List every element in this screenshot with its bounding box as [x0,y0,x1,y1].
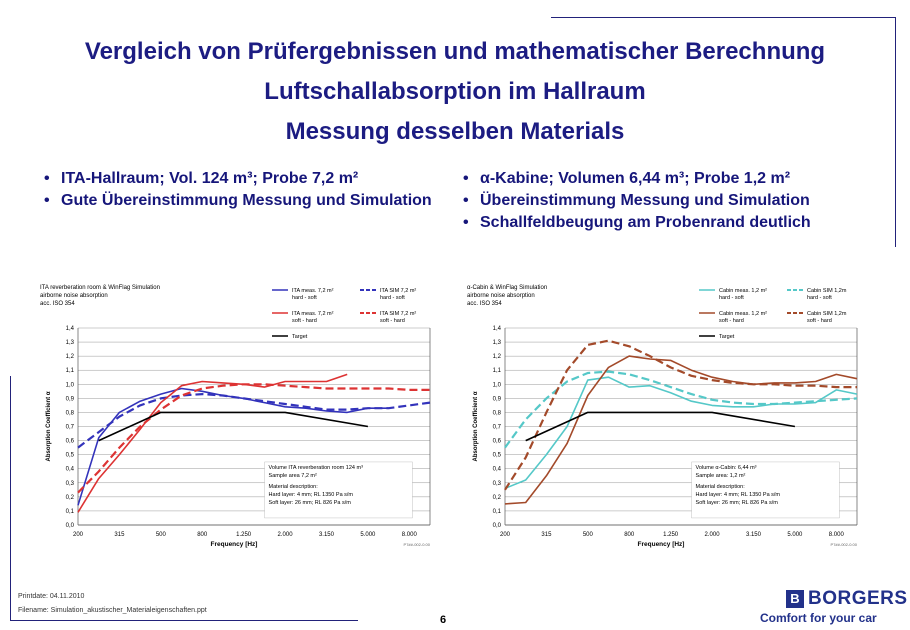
annotation-line: Material description: [695,483,745,490]
y-tick-label: 1,1 [65,368,74,375]
top-frame-line [551,17,896,18]
bullet-list-left [44,168,434,212]
annotation-line: Sample area: 1,2 m² [695,472,746,479]
legend-label: soft - hard [719,318,744,324]
chart-code: P7##-002-0.00 [830,542,857,547]
legend-label: Cabin meas. 1,2 m² [719,311,767,317]
legend-label: Cabin SIM 1,2m [807,288,847,294]
left-frame-line [10,376,11,621]
x-tick-label: 3.150 [745,532,761,538]
tagline: Comfort for your car [760,611,877,625]
chart-title: α-Cabin & WinFlag Simulation [467,285,548,291]
bullet-item: • α-Kabine; Volumen 6,44 m³; Probe 1,2 m² [463,168,883,190]
page-number: 6 [440,614,447,626]
x-tick-label: 2.000 [277,532,293,538]
title-line-3: Messung desselben Materials [285,118,625,145]
annotation-line: Volume ITA reverberation room 124 m³ [268,464,363,471]
file-name: Filename: Simulation_akustischer_Materialeigenschaften.ppt [18,607,207,614]
x-tick-label: 5.000 [360,532,376,538]
legend-label: hard - soft [719,295,744,301]
chart-ita-reverberation-room [38,280,438,555]
legend-label: ITA meas. 7,2 m² [292,288,334,294]
chart-alpha-cabin [465,280,865,555]
y-tick-label: 0,6 [65,438,74,445]
legend-label: hard - soft [807,295,832,301]
y-tick-label: 1,4 [492,326,501,332]
y-tick-label: 0,8 [65,410,74,417]
annotation-line: Soft layer: 26 mm; RL 826 Pa s/m [695,499,778,506]
x-tick-label: 5.000 [787,532,803,538]
x-tick-label: 315 [541,532,552,538]
chart-subtitle: airborne noise absorption [40,293,108,299]
chart-subtitle: acc. ISO 354 [40,301,75,307]
bullet-list-right [463,168,883,234]
y-tick-label: 0,5 [65,452,74,459]
slide-title [0,32,910,152]
bullet-item: • Gute Übereinstimmung Messung und Simulation [44,190,434,212]
y-axis-label: Absorption Coefficient α [473,391,479,462]
bullet-item: • Schallfeldbeugung am Probenrand deutlich [463,212,883,234]
x-tick-label: 800 [197,532,208,538]
bullet-item: • ITA-Hallraum; Vol. 124 m³; Probe 7,2 m² [44,168,434,190]
x-tick-label: 315 [114,532,125,538]
annotation-line: Material description: [268,483,318,490]
y-tick-label: 1,2 [492,354,501,361]
borgers-logo [786,588,908,610]
y-tick-label: 0,1 [65,508,74,515]
chart-subtitle: acc. ISO 354 [467,301,502,307]
borgers-logo-icon: B [786,590,804,608]
x-axis-label: Frequency [Hz] [637,541,685,548]
x-tick-label: 8.000 [828,532,844,538]
x-tick-label: 8.000 [401,532,417,538]
x-tick-label: 2.000 [704,532,720,538]
y-tick-label: 0,4 [492,466,501,473]
x-tick-label: 1.250 [663,532,679,538]
legend-label: ITA SIM 7,2 m² [380,288,417,294]
legend-label: soft - hard [807,318,832,324]
y-tick-label: 0,3 [492,480,501,487]
legend-label: Cabin SIM 1,2m [807,311,847,317]
brand-name: BORGERS [808,588,908,609]
legend-label: hard - soft [292,295,317,301]
y-tick-label: 0,0 [492,523,501,529]
y-tick-label: 0,3 [65,480,74,487]
legend-label: soft - hard [292,318,317,324]
y-tick-label: 1,4 [65,326,74,332]
y-tick-label: 0,2 [65,494,74,501]
x-tick-label: 3.150 [318,532,334,538]
x-tick-label: 500 [155,532,166,538]
chart-subtitle: airborne noise absorption [467,293,535,299]
chart-code: P7##-002-0.00 [403,542,430,547]
y-tick-label: 1,1 [492,368,501,375]
x-axis-label: Frequency [Hz] [210,541,258,548]
y-tick-label: 0,0 [65,523,74,529]
legend-label: hard - soft [380,295,405,301]
legend-label: Target [719,334,735,340]
annotation-line: Soft layer: 26 mm; RL 826 Pa s/m [268,499,351,506]
legend-label: Cabin meas. 1,2 m² [719,288,767,294]
y-tick-label: 0,9 [492,396,501,403]
y-tick-label: 0,8 [492,410,501,417]
y-tick-label: 1,3 [65,340,74,347]
y-tick-label: 0,1 [492,508,501,515]
annotation-line: Sample area 7,2 m² [268,472,317,479]
y-tick-label: 0,4 [65,466,74,473]
annotation-line: Hard layer: 4 mm; RL 1350 Pa s/m [268,491,354,498]
legend-label: ITA meas. 7,2 m² [292,311,334,317]
legend-label: ITA SIM 7,2 m² [380,311,417,317]
y-axis-label: Absorption Coefficient α [46,391,52,462]
y-tick-label: 0,5 [492,452,501,459]
chart-title: ITA reverberation room & WinFlag Simulation [40,285,160,291]
annotation-line: Volume α-Cabin: 6,44 m³ [695,464,757,471]
x-tick-label: 800 [624,532,635,538]
x-tick-label: 200 [499,532,511,538]
y-tick-label: 1,2 [65,354,74,361]
bottom-frame-line [10,620,358,621]
print-date: Printdate: 04.11.2010 [18,593,85,600]
title-line-2: Luftschallabsorption im Hallraum [264,78,646,105]
y-tick-label: 0,9 [65,396,74,403]
y-tick-label: 0,2 [492,494,501,501]
legend-label: soft - hard [380,318,405,324]
bullet-item: • Übereinstimmung Messung und Simulation [463,190,883,212]
y-tick-label: 1,0 [65,382,74,389]
y-tick-label: 1,0 [492,382,501,389]
y-tick-label: 0,7 [65,424,74,431]
legend-label: Target [292,334,308,340]
y-tick-label: 0,6 [492,438,501,445]
y-tick-label: 0,7 [492,424,501,431]
y-tick-label: 1,3 [492,340,501,347]
x-tick-label: 200 [72,532,84,538]
annotation-line: Hard layer: 4 mm; RL 1350 Pa s/m [695,491,781,498]
x-tick-label: 500 [582,532,593,538]
x-tick-label: 1.250 [236,532,252,538]
title-line-1: Vergleich von Prüfergebnissen und mathematischer Berechnung [84,38,826,65]
